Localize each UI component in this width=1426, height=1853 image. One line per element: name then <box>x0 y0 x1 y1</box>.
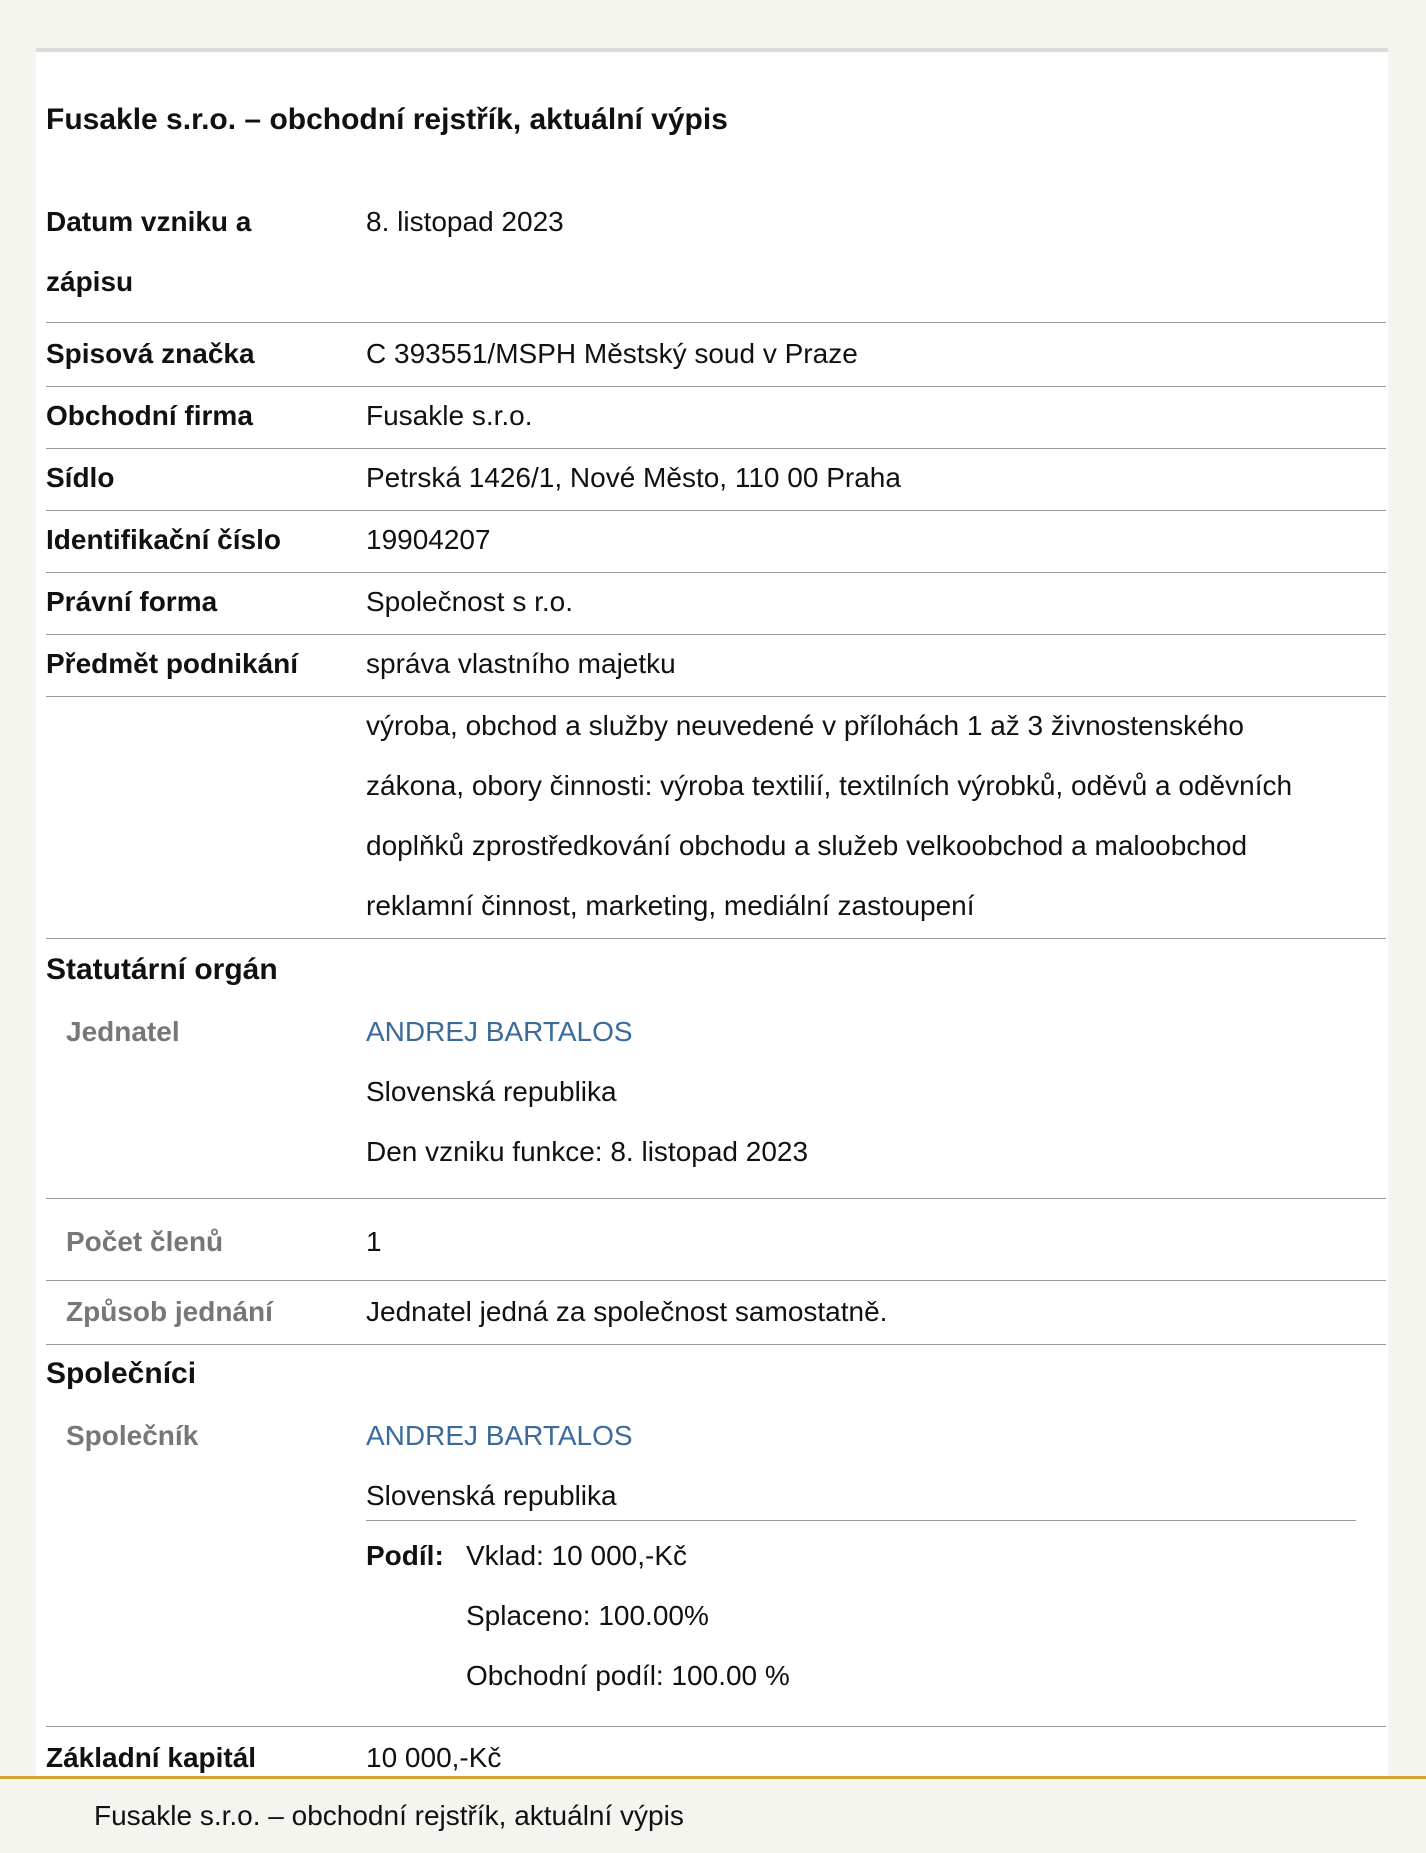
label-sidlo: Sídlo <box>46 462 115 493</box>
jednatel-name-link[interactable]: ANDREJ BARTALOS <box>366 1016 633 1047</box>
row-predmet-podnikani <box>46 634 1386 697</box>
value-spolecnik <box>366 1406 1386 1526</box>
row-predmet-podnikani-2 <box>46 696 1386 939</box>
jednatel-country: Slovenská republika <box>366 1076 617 1107</box>
label-predmet-podnikani: Předmět podnikání <box>46 648 299 679</box>
footer <box>0 1776 1426 1853</box>
value-identifikacni-cislo: 19904207 <box>366 524 491 555</box>
spolecnik-name-link[interactable]: ANDREJ BARTALOS <box>366 1420 633 1451</box>
label-obchodni-firma: Obchodní firma <box>46 400 253 431</box>
value-zakladni-kapital: 10 000,-Kč <box>366 1742 502 1773</box>
label-pravni-forma: Právní forma <box>46 586 218 617</box>
share-divider <box>366 1520 1356 1521</box>
row-spisova-znacka <box>46 324 1386 387</box>
obchodni-podil-value: Obchodní podíl: 100.00 % <box>466 1660 790 1691</box>
register-card <box>36 48 1388 1776</box>
value-obchodni-firma: Fusakle s.r.o. <box>366 400 533 431</box>
page-title: Fusakle s.r.o. – obchodní rejstřík, aktuální výpis <box>46 103 728 136</box>
value-pocet-clenu: 1 <box>366 1226 382 1257</box>
value-jednatel <box>366 1002 1386 1182</box>
row-datum-vzniku <box>46 192 1386 323</box>
label-zakladni-kapital: Základní kapitál <box>46 1742 257 1773</box>
row-obchodni-firma <box>46 386 1386 449</box>
row-spolecnik <box>46 1406 1386 1727</box>
value-predmet-podnikani-2 <box>366 696 1386 936</box>
value-datum-vzniku: 8. listopad 2023 <box>366 206 564 237</box>
value-sidlo: Petrská 1426/1, Nové Město, 110 00 Praha <box>366 462 901 493</box>
section-statutarni-organ: Statutární orgán <box>46 953 278 986</box>
row-sidlo <box>46 448 1386 511</box>
label-pocet-clenu: Počet členů <box>66 1226 224 1257</box>
value-pravni-forma: Společnost s r.o. <box>366 586 574 617</box>
predmet-line: zákona, obory činnosti: výroba textilií, textilních výrobků, oděvů a oděvních <box>366 770 1293 801</box>
label-datum-line2: zápisu <box>46 266 134 297</box>
predmet-line: výroba, obchod a služby neuvedené v přílohách 1 až 3 živnostenského <box>366 710 1244 741</box>
value-zpusob-jednani: Jednatel jedná za společnost samostatně. <box>366 1296 888 1327</box>
row-jednatel <box>46 1002 1386 1199</box>
value-spisova-znacka: C 393551/MSPH Městský soud v Praze <box>366 338 858 369</box>
value-predmet-podnikani: správa vlastního majetku <box>366 648 676 679</box>
vklad-value: Vklad: 10 000,-Kč <box>466 1540 688 1571</box>
label-identifikacni-cislo: Identifikační číslo <box>46 524 281 555</box>
section-spolecnici: Společníci <box>46 1357 197 1390</box>
podil-values <box>466 1526 790 1706</box>
splaceno-value: Splaceno: 100.00% <box>466 1600 709 1631</box>
podil-label: Podíl: <box>366 1540 444 1571</box>
row-pocet-clenu <box>46 1200 1386 1281</box>
label-spisova-znacka: Spisová značka <box>46 338 255 369</box>
predmet-line: doplňků zprostředkování obchodu a služeb velkoobchod a maloobchod <box>366 830 1248 861</box>
row-pravni-forma <box>46 572 1386 635</box>
label-datum-line1: Datum vzniku a <box>46 206 252 237</box>
label-jednatel: Jednatel <box>66 1016 180 1047</box>
jednatel-since: Den vzniku funkce: 8. listopad 2023 <box>366 1136 809 1167</box>
label-spolecnik: Společník <box>66 1420 199 1451</box>
predmet-line: reklamní činnost, marketing, mediální zastoupení <box>366 890 975 921</box>
row-zpusob-jednani <box>46 1282 1386 1345</box>
spolecnik-country: Slovenská republika <box>366 1480 617 1511</box>
footer-text: Fusakle s.r.o. – obchodní rejstřík, aktuální výpis <box>94 1800 684 1831</box>
label-datum-vzniku <box>46 192 346 312</box>
row-identifikacni-cislo <box>46 510 1386 573</box>
label-zpusob-jednani: Způsob jednání <box>66 1296 273 1327</box>
